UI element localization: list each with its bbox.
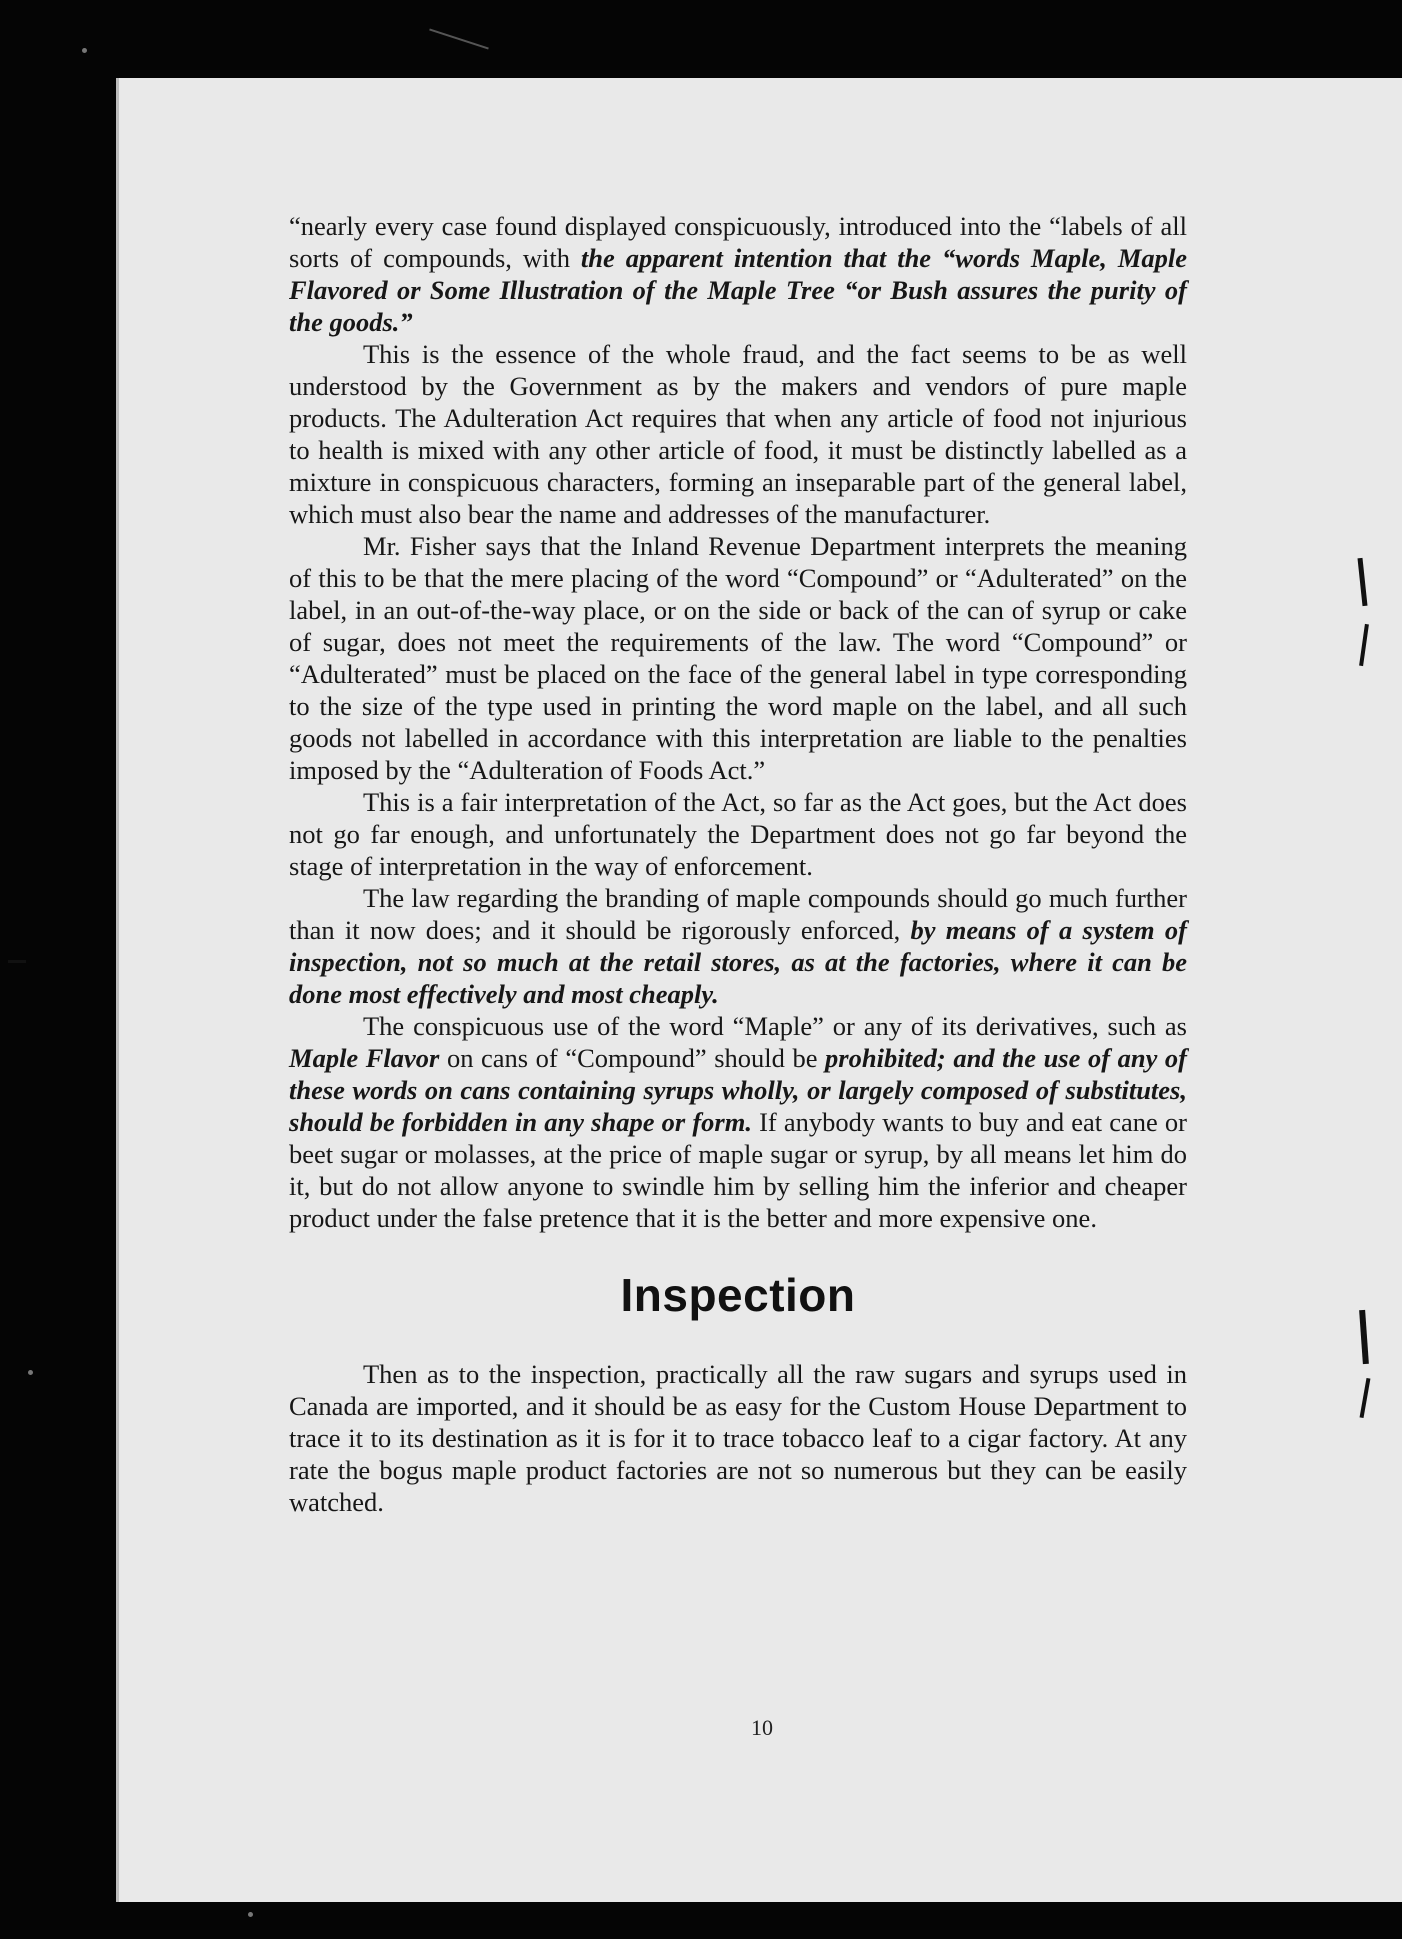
paragraph-text: This is the essence of the whole fraud, and the fact seems to be as well understood by the Government as by the makers and vendors of pure maple products. The Adulteration Act requires that when any article of food not injurious to health is mixed with any other article of food, it must be distinctly labelled as a mixture in conspicuous characters, forming an inseparable part of the general label, which must also bear the name and addresses of the manufacturer. — [289, 339, 1187, 529]
scan-speck — [248, 1912, 253, 1917]
paragraph-text: The law regarding the branding of maple compounds should go much further than it now does; and it should be rigorously enforced, — [289, 883, 1187, 945]
paragraph-text: Then as to the inspection, practically all the raw sugars and syrups used in Canada are imported, and it should be as easy for the Custom House Department to trace it to its destination as it is for it to trace tobacco leaf to a cigar factory. At any rate the bogus maple product factories are not so numerous but they can be easily watched. — [289, 1359, 1187, 1517]
emphasized-text: Maple Flavor — [289, 1043, 440, 1073]
scan-speck — [28, 1370, 33, 1375]
emphasized-text: the apparent intention that the “words Maple, Maple Flavored or Some Illustration of the Maple Tree “or Bush assures the purity of the goods.” — [289, 243, 1188, 337]
paragraph-text: on cans of “Compound” should be — [439, 1043, 826, 1073]
emphasized-text: by means of a system of inspection, not so much at the retail stores, as at the factories, where it can be done most effectively and most cheaply. — [289, 915, 1187, 1009]
paragraph — [289, 786, 1187, 882]
document-page — [116, 78, 1402, 1902]
paragraph-text: If anybody wants to buy and eat cane or beet sugar or molasses, at the price of maple sugar or syrup, by all means let him do it, but do not allow anyone to swindle him by selling him the inferior and cheaper product under the false pretence that it is the better and more expensive one. — [289, 1107, 1188, 1233]
page-body — [289, 210, 1187, 1518]
margin-mark — [1360, 1378, 1371, 1418]
margin-mark — [1359, 624, 1369, 666]
paragraph — [289, 530, 1187, 786]
emphasized-text: prohibited; and the use of any of these words on cans containing syrups wholly, or largely composed of substitutes, should be forbidden in any shape or form. — [289, 1043, 1187, 1137]
paragraph — [289, 1010, 1187, 1234]
paragraph-text: The conspicuous use of the word “Maple” or any of its derivatives, such as — [363, 1011, 1187, 1041]
body-paragraphs — [289, 210, 1187, 1234]
paragraph — [289, 1358, 1187, 1518]
paragraph — [289, 210, 1187, 338]
paragraph — [289, 882, 1187, 1010]
margin-mark — [1358, 558, 1368, 606]
body-paragraphs-after-heading — [289, 1358, 1187, 1518]
scan-edge-mark — [8, 960, 26, 963]
section-heading: Inspection — [620, 1269, 856, 1321]
paragraph-text: “nearly every case found displayed conspicuously, introduced into the “labels of all sorts of compounds, with — [289, 211, 1187, 273]
margin-mark — [1359, 1310, 1369, 1364]
paragraph — [289, 338, 1187, 530]
paragraph-text: This is a fair interpretation of the Act, so far as the Act goes, but the Act does not go far enough, and unfortunately the Department does not go far beyond the stage of interpretation in the way of enforcement. — [289, 787, 1187, 881]
paragraph-text: Mr. Fisher says that the Inland Revenue Department interprets the meaning of this to be that the mere placing of the word “Compound” or “Adulterated” on the label, in an out-of-the-way place, or on the side or back of the can of syrup or cake of sugar, does not meet the requirements of the law. The word “Compound” or “Adulterated” must be placed on the face of the general label in type corresponding to the size of the type used in printing the word maple on the label, and all such goods not labelled in accordance with this interpretation are liable to the penalties imposed by the “Adulteration of Foods Act.” — [289, 531, 1187, 785]
scan-scratch — [429, 28, 489, 49]
page-number: 10 — [751, 1715, 773, 1740]
scan-speck — [82, 48, 87, 53]
